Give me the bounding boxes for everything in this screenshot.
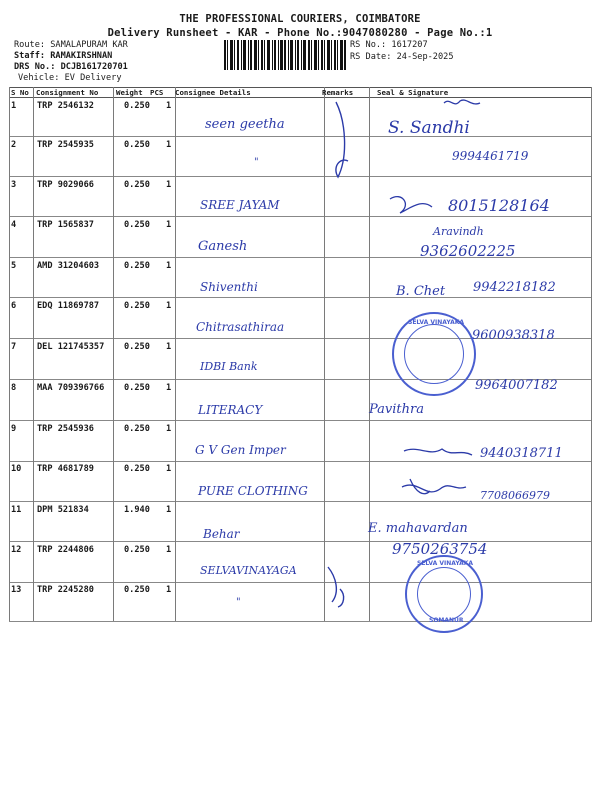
row-sno: 3 bbox=[11, 180, 17, 190]
row-sno: 4 bbox=[11, 220, 17, 230]
staff-label: Staff: bbox=[14, 51, 46, 61]
handwritten-phone: 7708066979 bbox=[480, 489, 550, 502]
handwritten-signature: S. Sandhi bbox=[388, 118, 470, 138]
handwritten-consignee: Shiventhi bbox=[200, 280, 258, 294]
handwritten-phone: 9362602225 bbox=[420, 242, 516, 260]
stamp-place-text: SOMANUR bbox=[429, 617, 464, 624]
row-sno: 7 bbox=[11, 342, 17, 352]
handwritten-signature: Aravindh bbox=[433, 225, 484, 238]
handwritten-phone: 8015128164 bbox=[448, 196, 550, 215]
handwritten-consignee: " bbox=[236, 597, 241, 608]
staff-line bbox=[14, 51, 112, 61]
row-weight: 0.250 bbox=[124, 545, 150, 555]
remarks-strokes bbox=[318, 97, 364, 617]
row-weight: 0.250 bbox=[124, 301, 150, 311]
handwritten-consignee: SREE JAYAM bbox=[200, 198, 280, 212]
col-pcs: PCS bbox=[150, 88, 164, 97]
row-sno: 6 bbox=[11, 301, 17, 311]
row-consignment: TRP 2244806 bbox=[37, 545, 94, 555]
route-line bbox=[14, 40, 128, 50]
barcode-icon bbox=[224, 40, 346, 70]
row-consignment: AMD 31204603 bbox=[37, 261, 100, 271]
handwritten-signature: B. Chet bbox=[396, 284, 446, 299]
row-sno: 12 bbox=[11, 545, 22, 555]
col-consignment: Consignment No bbox=[36, 88, 99, 97]
row-pcs: 1 bbox=[166, 301, 172, 311]
row-pcs: 1 bbox=[166, 505, 172, 515]
row-pcs: 1 bbox=[166, 342, 172, 352]
row-consignment: TRP 2245280 bbox=[37, 585, 94, 595]
row-weight: 0.250 bbox=[124, 464, 150, 474]
handwritten-consignee: LITERACY bbox=[198, 403, 263, 417]
seal-stamp bbox=[392, 312, 476, 396]
col-sno: S No bbox=[11, 88, 29, 97]
row-weight: 0.250 bbox=[124, 140, 150, 150]
handwritten-consignee: SELVAVINAYAGA bbox=[200, 564, 297, 577]
handwritten-phone: 9994461719 bbox=[452, 149, 529, 163]
row-consignment: TRP 2545936 bbox=[37, 424, 94, 434]
row-consignment: TRP 1565837 bbox=[37, 220, 94, 230]
row-pcs: 1 bbox=[166, 383, 172, 393]
vehicle-line bbox=[18, 73, 122, 83]
col-remarks: Remarks bbox=[322, 88, 354, 97]
handwritten-consignee: IDBI Bank bbox=[200, 360, 258, 373]
row-sno: 10 bbox=[11, 464, 22, 474]
row-weight: 0.250 bbox=[124, 383, 150, 393]
rs-no-line bbox=[350, 40, 428, 50]
vehicle-label: Vehicle: bbox=[18, 73, 60, 83]
row-consignment: TRP 2545935 bbox=[37, 140, 94, 150]
rs-date-line bbox=[350, 52, 454, 62]
row-weight: 0.250 bbox=[124, 101, 150, 111]
row-pcs: 1 bbox=[166, 140, 172, 150]
row-weight: 0.250 bbox=[124, 424, 150, 434]
stamp-text: SELVA VINAYAKA bbox=[417, 560, 474, 567]
row-pcs: 1 bbox=[166, 585, 172, 595]
handwritten-consignee: PURE CLOTHING bbox=[198, 484, 308, 498]
handwritten-consignee: Behar bbox=[203, 527, 240, 541]
row-weight: 0.250 bbox=[124, 342, 150, 352]
row-sno: 9 bbox=[11, 424, 17, 434]
handwritten-signature: E. mahavardan bbox=[368, 521, 468, 536]
handwritten-phone: 9964007182 bbox=[475, 378, 558, 393]
drs-line bbox=[14, 62, 128, 72]
stamp-text: SELVA VINAYAKA bbox=[408, 319, 465, 326]
rs-date-label: RS Date: bbox=[350, 52, 392, 62]
row-consignment: TRP 9029066 bbox=[37, 180, 94, 190]
rs-no-value: 1617207 bbox=[391, 40, 428, 50]
handwritten-consignee: G V Gen Imper bbox=[195, 443, 286, 457]
row-consignment: DEL 121745357 bbox=[37, 342, 105, 352]
col-seal: Seal & Signature bbox=[377, 88, 449, 97]
rs-no-label: RS No.: bbox=[350, 40, 387, 50]
route-value: SAMALAPURAM KAR bbox=[50, 40, 128, 50]
vehicle-value: EV Delivery bbox=[64, 73, 122, 83]
handwritten-consignee: Ganesh bbox=[198, 239, 248, 254]
row-consignment: TRP 2546132 bbox=[37, 101, 94, 111]
row-weight: 0.250 bbox=[124, 220, 150, 230]
row-pcs: 1 bbox=[166, 101, 172, 111]
handwritten-phone: 9750263754 bbox=[392, 540, 488, 558]
row-consignment: DPM 521834 bbox=[37, 505, 89, 515]
col-weight: Weight bbox=[116, 88, 143, 97]
row-pcs: 1 bbox=[166, 261, 172, 271]
handwritten-phone: 9440318711 bbox=[480, 446, 563, 461]
row-pcs: 1 bbox=[166, 220, 172, 230]
row-weight: 0.250 bbox=[124, 261, 150, 271]
row-sno: 11 bbox=[11, 505, 22, 515]
drs-value: DCJB161720701 bbox=[60, 62, 128, 72]
row-consignment: TRP 4681789 bbox=[37, 464, 94, 474]
row-sno: 2 bbox=[11, 140, 17, 150]
row-sno: 5 bbox=[11, 261, 17, 271]
handwritten-signature: Pavithra bbox=[369, 402, 424, 417]
rs-date-value: 24-Sep-2025 bbox=[396, 52, 454, 62]
route-label: Route: bbox=[14, 40, 46, 50]
handwritten-phone: 9942218182 bbox=[473, 280, 556, 295]
row-weight: 0.250 bbox=[124, 585, 150, 595]
company-title: THE PROFESSIONAL COURIERS, COIMBATORE bbox=[179, 13, 421, 25]
row-sno: 13 bbox=[11, 585, 22, 595]
row-pcs: 1 bbox=[166, 545, 172, 555]
handwritten-consignee: " bbox=[254, 157, 259, 168]
row-sno: 1 bbox=[11, 101, 17, 111]
drs-label: DRS No.: bbox=[14, 62, 56, 72]
row-weight: 0.250 bbox=[124, 180, 150, 190]
handwritten-phone: 9600938318 bbox=[472, 328, 555, 343]
row-weight: 1.940 bbox=[124, 505, 150, 515]
row-consignment: MAA 709396766 bbox=[37, 383, 105, 393]
handwritten-consignee: seen geetha bbox=[205, 117, 285, 132]
col-consignee: Consignee Details bbox=[175, 88, 251, 97]
staff-value: RAMAKIRSHNAN bbox=[50, 51, 113, 61]
row-pcs: 1 bbox=[166, 424, 172, 434]
row-sno: 8 bbox=[11, 383, 17, 393]
runsheet-title: Delivery Runsheet - KAR - Phone No.:9047080280 - Page No.:1 bbox=[107, 27, 493, 39]
seal-stamp bbox=[405, 555, 483, 633]
row-consignment: EDQ 11869787 bbox=[37, 301, 100, 311]
row-pcs: 1 bbox=[166, 464, 172, 474]
row-pcs: 1 bbox=[166, 180, 172, 190]
handwritten-consignee: Chitrasathiraa bbox=[196, 320, 285, 334]
